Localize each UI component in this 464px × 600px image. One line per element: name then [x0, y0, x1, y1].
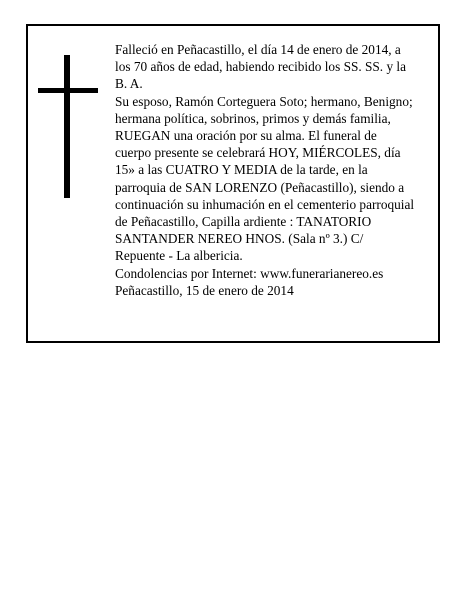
notice-line: B. A. [115, 76, 143, 92]
date-line: Peñacastillo, 15 de enero de 2014 [115, 282, 294, 298]
obituary-text [115, 41, 431, 299]
notice-line: Repuente - La albericia. [115, 248, 243, 264]
notice-line: continuación su inhumación en el cementerio parroquial [115, 196, 415, 212]
notice-line: Falleció en Peñacastillo, el día 14 de enero de 2014, a [115, 42, 401, 57]
notice-line: SANTANDER NEREO HNOS. (Sala nº 3.) C/ [115, 231, 364, 247]
cross-vertical-bar [64, 55, 70, 198]
notice-line: cuerpo presente se celebrará HOY, MIÉRCOLES, día [115, 145, 401, 161]
notice-line: hermana política, sobrinos, primos y demás familia, [115, 110, 391, 126]
notice-line: RUEGAN una oración por su alma. El funeral de [115, 128, 377, 144]
cross-icon [38, 55, 98, 198]
notice-line: Su esposo, Ramón Corteguera Soto; hermano, Benigno; [115, 93, 413, 109]
notice-line: 15» a las CUATRO Y MEDIA de la tarde, en la [115, 162, 368, 178]
cross-horizontal-bar [38, 88, 98, 93]
condolences-line: Condolencias por Internet: www.funerarianereo.es [115, 265, 384, 281]
notice-line: parroquia de SAN LORENZO (Peñacastillo), siendo a [115, 179, 405, 195]
notice-line: los 70 años de edad, habiendo recibido los SS. SS. y la [115, 59, 407, 75]
notice-line: de Peñacastillo, Capilla ardiente : TANATORIO [115, 214, 372, 230]
obituary-notice [26, 24, 440, 343]
